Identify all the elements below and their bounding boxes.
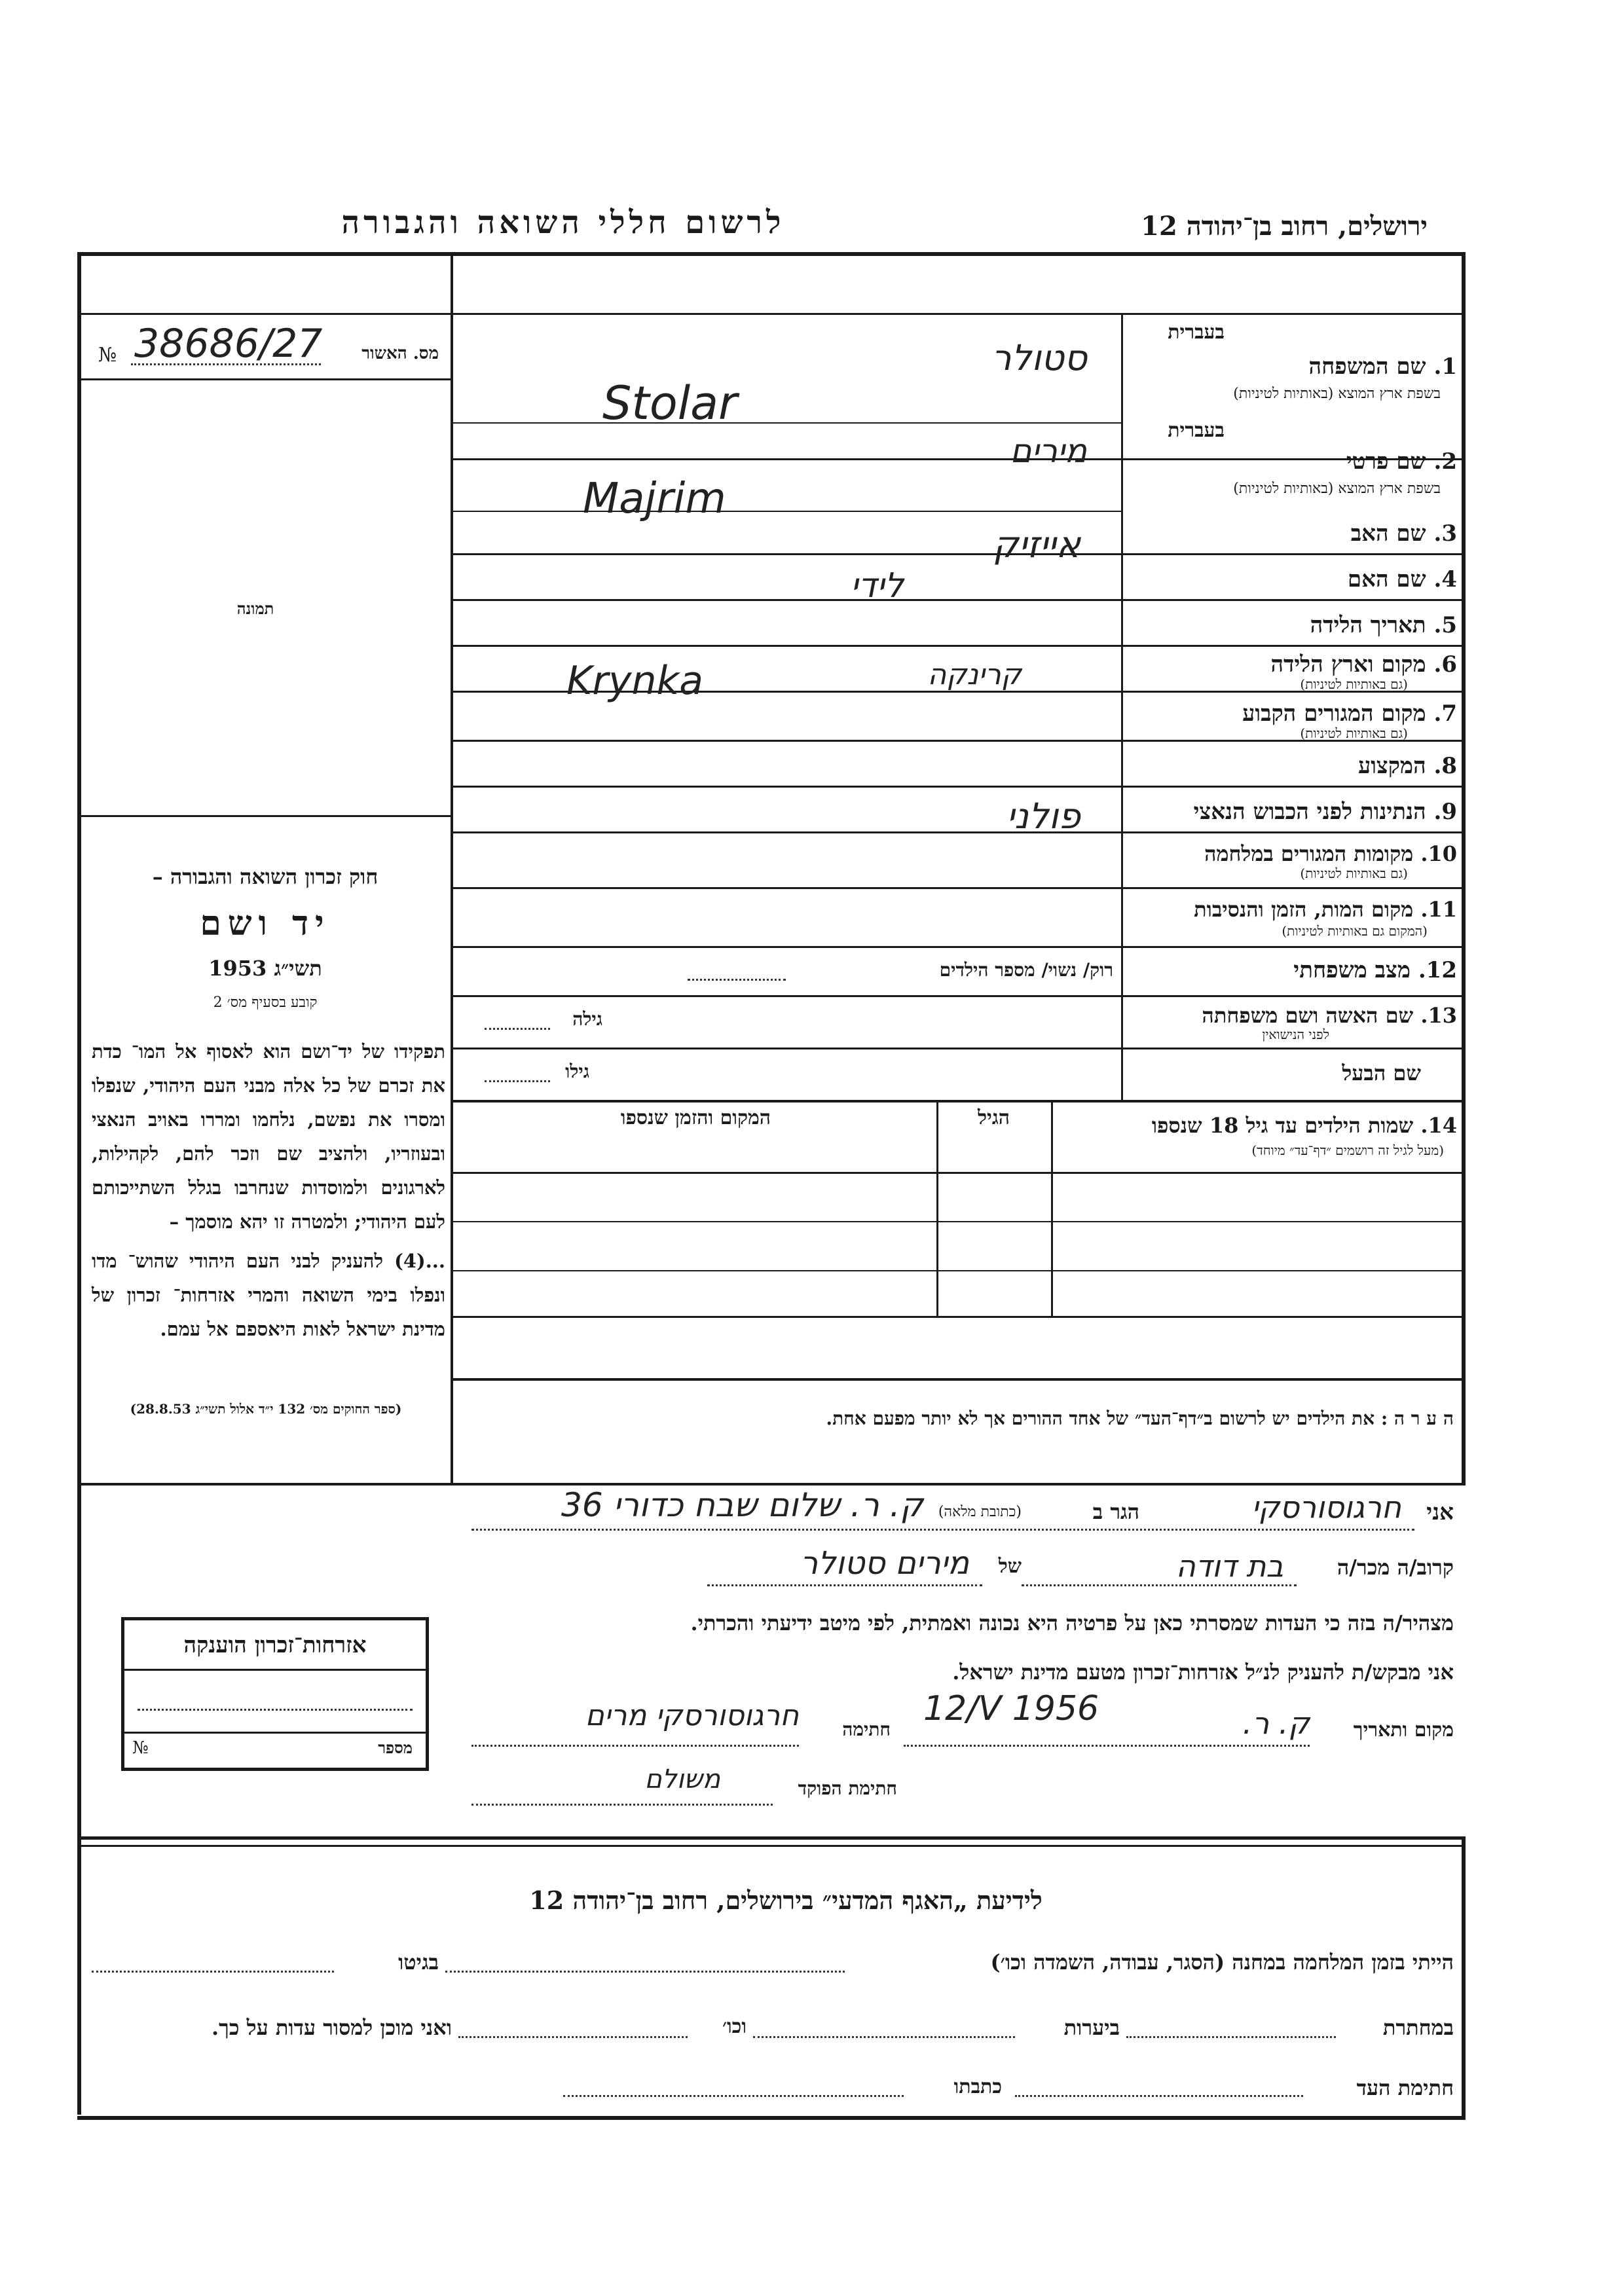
decl-line3: מצהיר/ה בזה כי העדות שמסרתי כאן על פרטיה היא נכונה ואמתית, לפי מיטב ידיעתי והכרתי. <box>690 1611 1454 1635</box>
husband-age-label: גילו <box>565 1061 589 1082</box>
signature-dotline <box>471 1745 799 1747</box>
field-4-num: 4. <box>1433 566 1457 592</box>
field-5-label-text: תאריך הלידה <box>1310 612 1426 638</box>
field-3-value[interactable]: אייזיק <box>992 524 1080 566</box>
field-13-sub: לפני הנישואין <box>1262 1027 1329 1042</box>
form-title: לרשום חללי השואה והגבורה <box>341 204 785 241</box>
law-clause: קובע בסעיף מס׳ 2 <box>213 994 318 1011</box>
children-row-line <box>452 1221 1464 1222</box>
field-8-num: 8. <box>1433 753 1457 779</box>
decl-line1-name[interactable]: חרגוסורסקי <box>1251 1489 1401 1525</box>
field-10-label <box>1133 841 1457 866</box>
citizenship-box-dotline <box>138 1709 413 1711</box>
approval-number: 38686/27 <box>134 321 323 367</box>
row-line <box>452 1048 1464 1049</box>
decl-relation[interactable]: בת דודה <box>1175 1548 1283 1584</box>
row-line <box>452 645 1464 647</box>
field-13-num: 13. <box>1420 1003 1457 1028</box>
field-3-label <box>1133 520 1457 547</box>
bottom-line2-dotline-1 <box>1126 2036 1336 2038</box>
field-7-num: 7. <box>1433 701 1457 727</box>
decl-line1-mid: הגר ב <box>1092 1499 1139 1524</box>
field-5-label <box>1133 612 1457 638</box>
field-4-label <box>1133 566 1457 592</box>
bottom-sep-2 <box>81 1845 1463 1847</box>
field-1-hebrew-tag: בעברית <box>1168 321 1225 344</box>
field-10-sub: (גם באותיות לטיניות) <box>1300 866 1408 881</box>
label-col-divider <box>1121 315 1123 1101</box>
decl-line4: אני מבקש/ת להעניק לנ״ל אזרחות־זכרון מטעם מדינת ישראל. <box>952 1660 1454 1685</box>
approval-label: מס. האשור <box>361 344 439 363</box>
bottom-line2-a: במחתרת <box>1382 2015 1454 2040</box>
field-2-label-text: שם פרטי <box>1346 448 1426 475</box>
field-1-label <box>1133 354 1457 380</box>
yad-vashem-title: יד ושם <box>200 903 331 943</box>
top-strip-line <box>77 313 1466 315</box>
bottom-line2-c: וכו׳ <box>722 2015 747 2038</box>
bottom-line2-d: ואני מוכן למסור עדות על כך. <box>211 2015 452 2040</box>
wife-age-dotline <box>485 1028 550 1030</box>
photo-label: תמונה <box>236 599 274 618</box>
field-6-value-latin[interactable]: Krynka <box>566 658 704 704</box>
citizenship-box <box>121 1617 429 1771</box>
frame-right <box>1462 252 1466 1483</box>
field-6-sub: (גם באותיות לטיניות) <box>1300 676 1408 692</box>
husband-age-dotline <box>485 1080 550 1082</box>
field-13-label-text: שם האשה ושם משפחתה <box>1202 1003 1414 1028</box>
note-top-line <box>452 1378 1464 1381</box>
approval-underline <box>81 378 452 380</box>
field-2-sub: בשפת ארץ המוצא (באותיות לטיניות) <box>1233 481 1441 497</box>
children-label-text: שמות הילדים עד גיל 18 שנספו <box>1151 1113 1414 1138</box>
field-10-num: 10. <box>1420 841 1457 866</box>
date-value[interactable]: 12/V 1956 <box>923 1689 1099 1728</box>
law-year: תשי״ג 1953 <box>208 956 322 981</box>
field-11-label <box>1133 897 1457 922</box>
field-2-label <box>1133 448 1457 475</box>
citizenship-box-title: אזרחות־זכרון הוענקה <box>183 1632 367 1658</box>
field-2-value-latin[interactable]: Majrim <box>583 475 726 523</box>
field-7-label <box>1133 701 1457 727</box>
approval-dotline <box>131 363 321 365</box>
bottom-frame-line <box>77 2116 1466 2120</box>
field-11-label-text: מקום המות, הזמן והנסיבות <box>1194 897 1414 922</box>
children-label <box>1058 1113 1457 1138</box>
decl-line2-of: של <box>998 1555 1022 1578</box>
bottom-line1-dotline <box>445 1971 845 1973</box>
date-dotline <box>904 1745 1310 1747</box>
decl-line2-prefix: קרוב/ה מכר/ה <box>1337 1555 1454 1580</box>
field-6-label-text: מקום וארץ הלידה <box>1270 651 1426 678</box>
bottom-line3-a: חתימת העד <box>1356 2075 1454 2100</box>
field-6-num: 6. <box>1433 651 1457 678</box>
officer-dotline <box>471 1804 773 1806</box>
citizenship-box-title-underline <box>124 1669 426 1671</box>
field-1-num: 1. <box>1433 354 1457 380</box>
field-2-hebrew-tag: בעברית <box>1168 419 1225 442</box>
children-col-age: הגיל <box>977 1106 1010 1129</box>
bottom-line1-a: הייתי בזמן המלחמה במחנה (הסגר, עבודה, השמדה וכו׳) <box>990 1950 1454 1975</box>
field-1-sub: בשפת ארץ המוצא (באותיות לטיניות) <box>1233 386 1441 402</box>
field-3-label-text: שם האב <box>1350 520 1426 547</box>
bottom-title: לידיעת „האגף המדעי״ בירושלים, רחוב בן־יהודה 12 <box>529 1886 1043 1915</box>
citizenship-box-number-line <box>124 1732 426 1734</box>
field-12-label-text: מצב משפחתי <box>1293 957 1411 983</box>
bottom-line2-dotline-2 <box>753 2036 1015 2038</box>
frame-left <box>77 252 81 2115</box>
bottom-line1-b: בגיטו <box>398 1950 439 1975</box>
field-9-label <box>1133 799 1457 825</box>
field-2-num: 2. <box>1433 448 1457 475</box>
frame-top <box>77 252 1466 256</box>
field-3-num: 3. <box>1433 520 1457 547</box>
citizenship-box-no: № <box>132 1738 149 1758</box>
header-address: ירושלים, רחוב בן־יהודה 12 <box>1141 211 1428 242</box>
field-7-sub: (גם באותיות לטיניות) <box>1300 725 1408 741</box>
bottom-line2-b: ביערות <box>1063 2015 1120 2040</box>
approval-no-label: № <box>98 344 117 367</box>
law-reference: (ספר החוקים מס׳ 132 י״ד אלול תשי״ג 28.8.53) <box>130 1401 402 1417</box>
field-10-label-text: מקומות המגורים במלחמה <box>1204 841 1414 866</box>
decl-name-dotline <box>707 1584 982 1586</box>
row-line <box>452 887 1464 889</box>
row-line <box>452 786 1464 788</box>
row-line <box>452 995 1464 997</box>
bottom-line1-end-dotline <box>92 1971 334 1973</box>
row-line <box>452 1100 1464 1102</box>
place-value[interactable]: ק. ר. <box>1242 1705 1310 1741</box>
field-12-label <box>1133 957 1457 983</box>
bottom-line3-b: כתבתו <box>953 2075 1002 2098</box>
signature-label: חתימה <box>842 1719 891 1740</box>
children-col-line <box>936 1100 938 1316</box>
field-6-value-he[interactable]: קרינקה <box>927 658 1022 691</box>
children-num: 14. <box>1420 1113 1457 1138</box>
field-1-value-latin[interactable]: Stolar <box>602 376 737 430</box>
field-husband-label: שם הבעל <box>1342 1061 1421 1085</box>
decl-relation-dotline <box>1022 1584 1297 1586</box>
bottom-line2-dotline-3 <box>458 2036 688 2038</box>
decl-address[interactable]: ק. ר. שלום שבח כדורי 36 <box>561 1486 923 1524</box>
photo-box-bottom <box>81 815 452 817</box>
children-row-line <box>452 1270 1464 1271</box>
field-4-label-text: שם האם <box>1347 566 1426 592</box>
bottom-line3-dotline-2 <box>563 2095 904 2097</box>
bottom-line3-dotline-1 <box>1015 2095 1303 2097</box>
note-bottom-line <box>81 1483 1466 1485</box>
children-count-dotline <box>688 979 786 981</box>
field-12-value[interactable]: רוק/ נשוי/ מספר הילדים <box>939 959 1113 981</box>
field-13-label <box>1133 1003 1457 1028</box>
children-col-place: המקום והזמן שנספו <box>620 1106 771 1129</box>
row-line <box>452 511 1123 512</box>
children-header-line <box>452 1172 1464 1174</box>
decl-line2-name[interactable]: מירים סטולר <box>800 1545 969 1582</box>
row-line <box>452 946 1464 948</box>
decl-address-dotline <box>471 1529 1414 1531</box>
field-12-num: 12. <box>1418 957 1457 983</box>
field-11-sub: (המקום גם באותיות לטיניות) <box>1282 923 1428 939</box>
note-text: ה ע ר ה : את הילדים יש לרשום ב״דף־העד״ של אחד ההורים אך לא יותר מפעם אחת. <box>826 1408 1454 1429</box>
row-line <box>452 422 1123 424</box>
children-col-line <box>1051 1100 1053 1316</box>
signature-value[interactable]: חרגוסורסקי מרים <box>585 1699 799 1732</box>
law-text-1: תפקידו של יד־ושם הוא לאסוף אל המו־ כדת את זכרם של כל אלה מבני העם היהודי, שנפלו ומסרו את נפשם, נלחמו ומררו באויב הנאצי ובעוזריו, ולהציב שם וזכר להם, לקהילות, לארגונים ולמוסדות שנחרבו בגלל השתייכותם לעם היהודי; ולמטרה זו יהא מוסמך – <box>92 1040 445 1233</box>
field-1-value-he[interactable]: סטולר <box>991 337 1087 378</box>
field-9-label-text: הנתינות לפני הכבוש הנאצי <box>1193 799 1426 825</box>
bottom-sep-1 <box>81 1836 1463 1840</box>
field-1-label-text: שם המשפחה <box>1308 354 1426 380</box>
field-8-label-text: המקצוע <box>1357 753 1426 779</box>
citizenship-box-number-label: מספר <box>378 1738 413 1757</box>
field-6-label <box>1133 651 1457 678</box>
row-line <box>452 599 1464 601</box>
children-bottom-line <box>452 1316 1464 1318</box>
law-text-2: ...(4) להעניק לבני העם היהודי שהוש־ מדו ונפלו בימי השואה והמרי אזרחות־ זכרון של מדינת ישראל לאות היאספם אל עמם. <box>92 1250 445 1340</box>
field-11-num: 11. <box>1420 897 1457 922</box>
field-9-value[interactable]: פולני <box>1006 795 1080 837</box>
field-9-num: 9. <box>1433 799 1457 825</box>
children-sub: (מעל לגיל זה רושמים ״דף־עד״ מיוחד) <box>1251 1142 1444 1158</box>
officer-signature[interactable]: משולם <box>644 1764 720 1795</box>
wife-age-label: גילה <box>572 1008 602 1030</box>
field-5-num: 5. <box>1433 612 1457 638</box>
field-2-value-he[interactable]: מירים <box>1010 432 1087 470</box>
field-8-label <box>1133 753 1457 779</box>
place-date-label: מקום ותאריך <box>1353 1719 1454 1741</box>
field-7-label-text: מקום המגורים הקבוע <box>1242 701 1426 727</box>
officer-label: חתימת הפוקד <box>798 1777 897 1799</box>
decl-line1-prefix: אני <box>1426 1499 1454 1525</box>
law-title: חוק זכרון השואה והגבורה – <box>152 864 378 889</box>
frame-right-bottom <box>1462 1836 1466 2118</box>
panel-divider <box>451 252 453 1483</box>
decl-line1-paren: (כתובת מלאה) <box>938 1504 1022 1520</box>
field-4-value[interactable]: לידי <box>850 566 904 606</box>
